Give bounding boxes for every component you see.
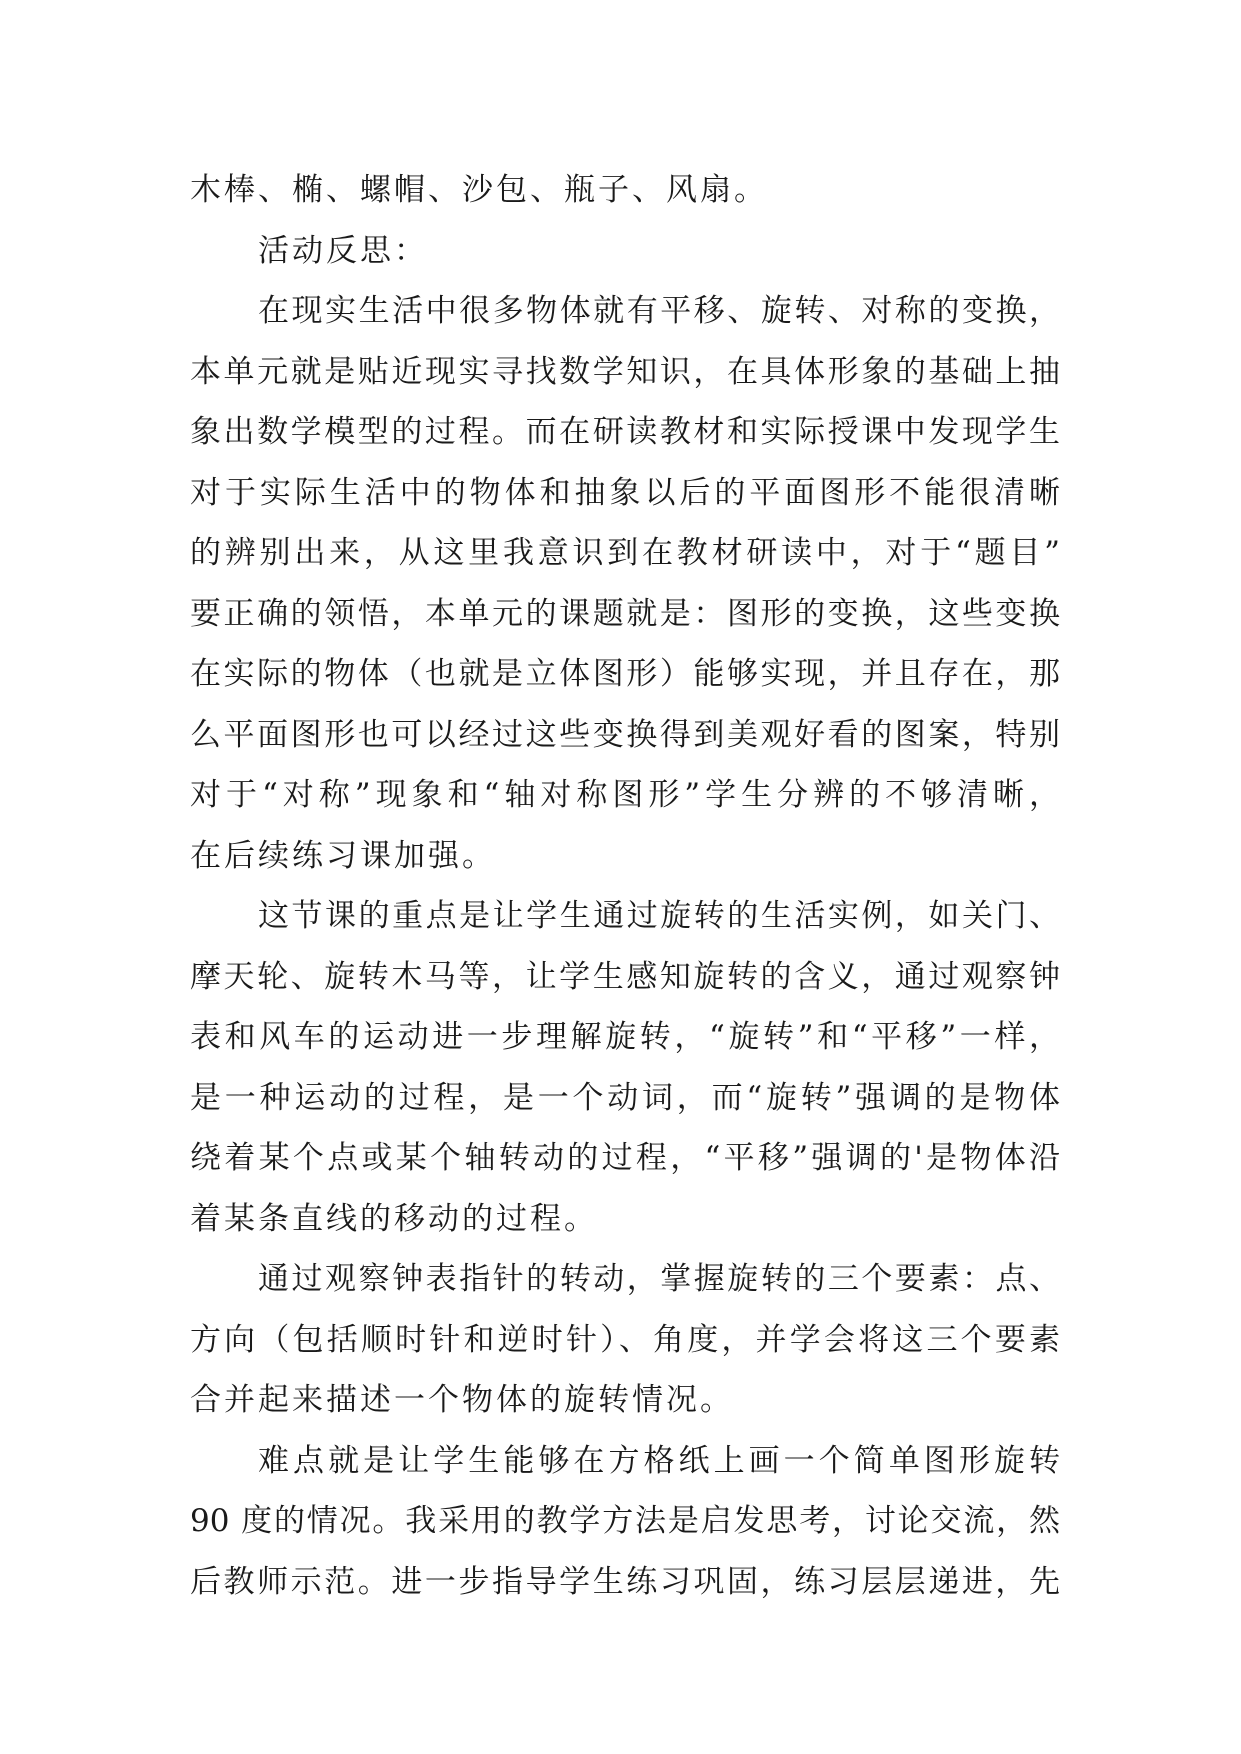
text-line: 对于实际生活中的物体和抽象以后的平面图形不能很清晰 (190, 474, 1060, 511)
text-line: 难点就是让学生能够在方格纸上画一个简单图形旋转 (258, 1442, 1060, 1479)
text-line: 在后续练习课加强。 (190, 837, 496, 874)
text-line: 的辨别出来，从这里我意识到在教材研读中，对于“题目” (190, 535, 1060, 571)
text-line: 后教师示范。进一步指导学生练习巩固，练习层层递进，先 (190, 1563, 1060, 1600)
text-line: 摩天轮、旋转木马等，让学生感知旋转的含义，通过观察钟 (190, 958, 1060, 995)
text-line: 在现实生活中很多物体就有平移、旋转、对称的变换， (258, 293, 1060, 329)
text-line: 么平面图形也可以经过这些变换得到美观好看的图案，特别 (190, 716, 1060, 753)
text-line: 活动反思： (258, 232, 428, 269)
text-line: 绕着某个点或某个轴转动的过程，“平移”强调的'是物体沿 (190, 1140, 1060, 1176)
body-text (190, 160, 1060, 1612)
text-line: 表和风车的运动进一步理解旋转，“旋转”和“平移”一样， (190, 1019, 1060, 1055)
text-line: 要正确的领悟，本单元的课题就是：图形的变换，这些变换 (190, 595, 1060, 632)
text-line: 在实际的物体（也就是立体图形）能够实现，并且存在，那 (190, 656, 1060, 692)
text-line: 本单元就是贴近现实寻找数学知识，在具体形象的基础上抽 (190, 353, 1060, 390)
text-line: 木棒、椭、螺帽、沙包、瓶子、风扇。 (190, 172, 768, 208)
text-line: 对于“对称”现象和“轴对称图形”学生分辨的不够清晰， (190, 777, 1060, 813)
text-line: 着某条直线的移动的过程。 (190, 1200, 598, 1237)
text-line: 合并起来描述一个物体的旋转情况。 (190, 1382, 734, 1418)
text-line: 这节课的重点是让学生通过旋转的生活实例，如关门、 (258, 898, 1060, 934)
text-line: 90 度的情况。我采用的教学方法是启发思考，讨论交流，然 (190, 1503, 1060, 1539)
text-line: 象出数学模型的过程。而在研读教材和实际授课中发现学生 (190, 414, 1060, 450)
text-line: 方向（包括顺时针和逆时针）、角度，并学会将这三个要素 (190, 1321, 1060, 1358)
text-line: 通过观察钟表指针的转动，掌握旋转的三个要素：点、 (258, 1261, 1060, 1297)
text-line: 是一种运动的过程，是一个动词，而“旋转”强调的是物体 (190, 1079, 1060, 1116)
